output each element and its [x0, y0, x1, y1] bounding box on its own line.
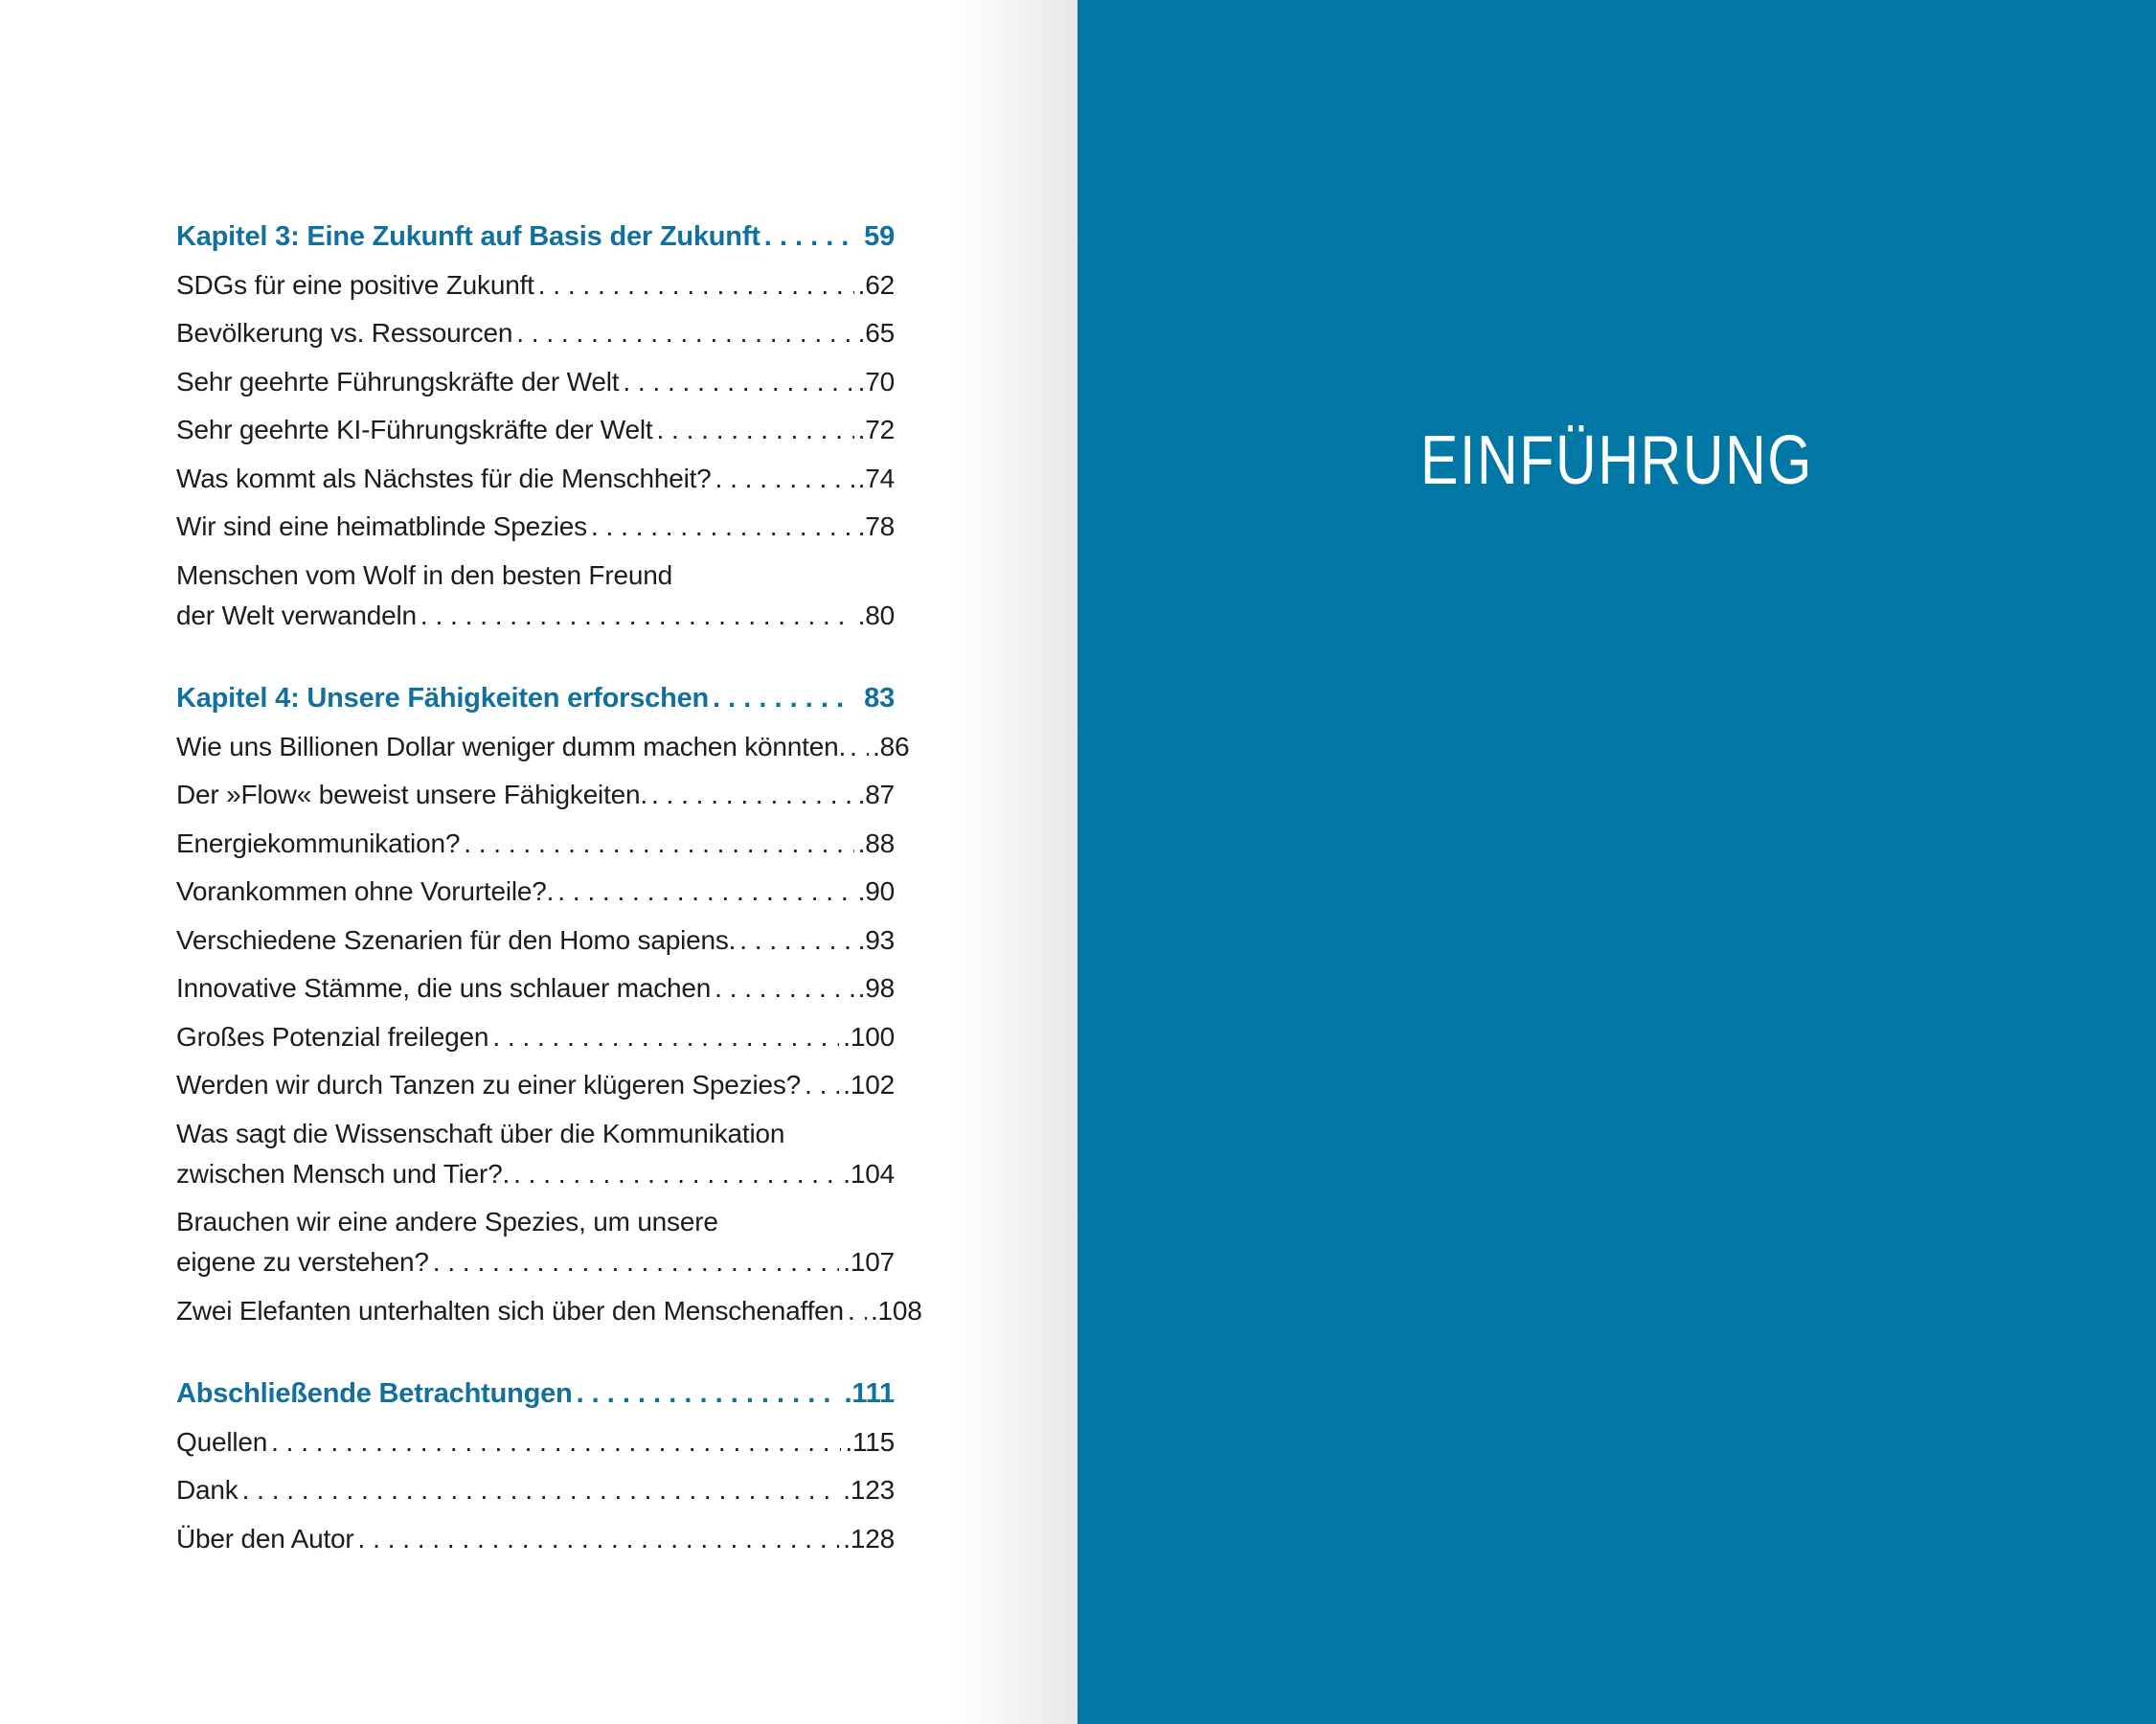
toc-chapter-title: Abschließende Betrachtungen — [176, 1378, 573, 1409]
toc-entry-title: Sehr geehrte KI-Führungskräfte der Welt — [176, 415, 653, 444]
toc-entry-title: der Welt verwandeln — [176, 600, 417, 630]
toc-entry[interactable] — [176, 1418, 895, 1467]
toc-entry[interactable] — [176, 771, 895, 820]
toc-leader-dots — [358, 1515, 840, 1564]
toc-page-number: .108 — [870, 1295, 922, 1326]
toc-entry-last-line — [176, 1238, 895, 1287]
toc-chapter-title: Kapitel 4: Unsere Fähigkeiten erforschen — [176, 683, 710, 714]
toc-entry[interactable] — [176, 1287, 922, 1336]
toc-entry-last-line — [176, 1150, 895, 1199]
toc-page-number: .62 — [857, 269, 895, 300]
toc-chapter-heading[interactable] — [176, 213, 895, 261]
toc-leader-dots — [739, 917, 853, 965]
toc-page-number: .72 — [857, 415, 895, 444]
toc-page-number: .86 — [873, 731, 910, 761]
toc-chapter-title: Kapitel 3: Eine Zukunft auf Basis der Zukunft — [176, 221, 760, 252]
toc-entry-title: Quellen — [176, 1426, 268, 1457]
toc-page-number: .100 — [843, 1021, 895, 1052]
toc-leader-dots — [433, 1238, 840, 1287]
toc-leader-dots — [420, 592, 854, 641]
toc-leader-dots — [464, 820, 853, 869]
toc-entry-title: Sehr geehrte Führungskräfte der Welt — [176, 366, 620, 397]
toc-entry[interactable] — [176, 917, 895, 965]
toc-entry-title: Innovative Stämme, die uns schlauer machen — [176, 973, 712, 1003]
toc-entry-title: Wir sind eine heimatblinde Spezies — [176, 511, 587, 541]
toc-entry[interactable] — [176, 723, 910, 772]
toc-page-number: .90 — [857, 876, 895, 906]
toc-page-number: .65 — [857, 318, 895, 348]
toc-leader-dots — [850, 723, 869, 772]
toc-page-number: .115 — [845, 1426, 895, 1457]
toc-entry-multiline[interactable] — [176, 1110, 895, 1199]
toc-entry-title: Zwei Elefanten unterhalten sich über den Menschenaffen — [176, 1295, 844, 1326]
toc-entry[interactable] — [176, 261, 895, 310]
toc-entry-title: Großes Potenzial freilegen — [176, 1021, 489, 1052]
toc-entry[interactable] — [176, 868, 895, 917]
toc-entry[interactable] — [176, 358, 895, 407]
toc-leader-dots — [516, 309, 853, 358]
toc-entry-title: SDGs für eine positive Zukunft — [176, 269, 534, 300]
toc-page-number: 83 — [864, 683, 895, 714]
toc-entry-multiline[interactable] — [176, 552, 895, 641]
toc-section-closing — [176, 1370, 895, 1563]
toc-leader-dots — [492, 1013, 839, 1062]
toc-leader-dots — [651, 771, 854, 820]
toc-entry-title: zwischen Mensch und Tier?. — [176, 1158, 511, 1189]
toc-entry-title: eigene zu verstehen? — [176, 1247, 429, 1277]
toc-leader-dots — [513, 1150, 839, 1199]
toc-entry[interactable] — [176, 1061, 895, 1110]
toc-leader-dots — [713, 674, 851, 723]
toc-entry-title: Was kommt als Nächstes für die Menschheit? — [176, 463, 712, 493]
toc-leader-dots — [591, 503, 854, 552]
toc-entry[interactable] — [176, 455, 895, 504]
toc-leader-dots — [805, 1061, 839, 1110]
toc-entry-title-line1: Menschen vom Wolf in den besten Freund — [176, 559, 672, 590]
toc-page-number: 59 — [864, 221, 895, 252]
toc-leader-dots — [557, 868, 853, 917]
toc-entry-title-line1: Was sagt die Wissenschaft über die Kommunikation — [176, 1118, 785, 1148]
toc-entry-title-line1: Brauchen wir eine andere Spezies, um unsere — [176, 1207, 718, 1236]
toc-entry[interactable] — [176, 1515, 895, 1564]
toc-leader-dots — [538, 261, 854, 310]
toc-entry-title: Verschiedene Szenarien für den Homo sapiens. — [176, 924, 737, 955]
toc-entry[interactable] — [176, 309, 895, 358]
toc-leader-dots — [623, 358, 853, 407]
toc-page-number: .80 — [857, 600, 895, 630]
toc-page-number: .74 — [857, 463, 895, 493]
toc-page-number: .102 — [843, 1070, 895, 1100]
toc-leader-dots — [764, 213, 851, 261]
toc-chapter-heading[interactable] — [176, 1370, 895, 1418]
toc-leader-dots — [715, 964, 854, 1013]
toc-page-number: .104 — [843, 1158, 895, 1189]
toc-leader-dots — [271, 1418, 841, 1467]
toc-page-number: .88 — [857, 828, 895, 858]
toc-section-chapter-4 — [176, 674, 922, 1335]
page-title: EINFÜHRUNG — [1420, 422, 1813, 499]
toc-page-number: .98 — [857, 973, 895, 1003]
toc-page-number: .107 — [843, 1247, 895, 1277]
toc-leader-dots — [848, 1287, 867, 1336]
toc-page-number: .123 — [843, 1475, 895, 1505]
toc-leader-dots — [577, 1370, 831, 1418]
toc-section-chapter-3 — [176, 213, 895, 640]
toc-leader-dots — [715, 455, 854, 504]
toc-chapter-heading[interactable] — [176, 674, 895, 723]
toc-entry-title: Werden wir durch Tanzen zu einer klügeren Spezies? — [176, 1070, 802, 1100]
toc-entry-last-line — [176, 592, 895, 641]
toc-entry[interactable] — [176, 820, 895, 869]
toc-entry-multiline[interactable] — [176, 1198, 895, 1287]
toc-entry[interactable] — [176, 406, 895, 455]
toc-leader-dots — [657, 406, 854, 455]
toc-page-number: .111 — [844, 1378, 895, 1409]
toc-entry-title: Der »Flow« beweist unsere Fähigkeiten. — [176, 780, 647, 809]
toc-entry[interactable] — [176, 1013, 895, 1062]
toc-entry[interactable] — [176, 964, 895, 1013]
toc-page-number: .70 — [857, 366, 895, 397]
table-of-contents — [176, 213, 922, 1598]
toc-entry[interactable] — [176, 1466, 895, 1515]
toc-entry-title: Dank — [176, 1475, 238, 1505]
toc-page-number: .93 — [857, 924, 895, 955]
toc-entry[interactable] — [176, 503, 895, 552]
toc-entry-title: Energiekommunikation? — [176, 828, 461, 858]
toc-entry-title: Bevölkerung vs. Ressourcen — [176, 318, 513, 348]
toc-page-number: .78 — [857, 511, 895, 541]
toc-entry-title: Wie uns Billionen Dollar weniger dumm machen könnten. — [176, 731, 847, 761]
toc-entry-title: Vorankommen ohne Vorurteile?. — [176, 876, 555, 906]
toc-page-number: .87 — [857, 780, 895, 809]
toc-entry-title: Über den Autor — [176, 1523, 354, 1554]
right-page — [1078, 0, 2156, 1724]
toc-leader-dots — [242, 1466, 840, 1515]
toc-page-number: .128 — [843, 1523, 895, 1554]
